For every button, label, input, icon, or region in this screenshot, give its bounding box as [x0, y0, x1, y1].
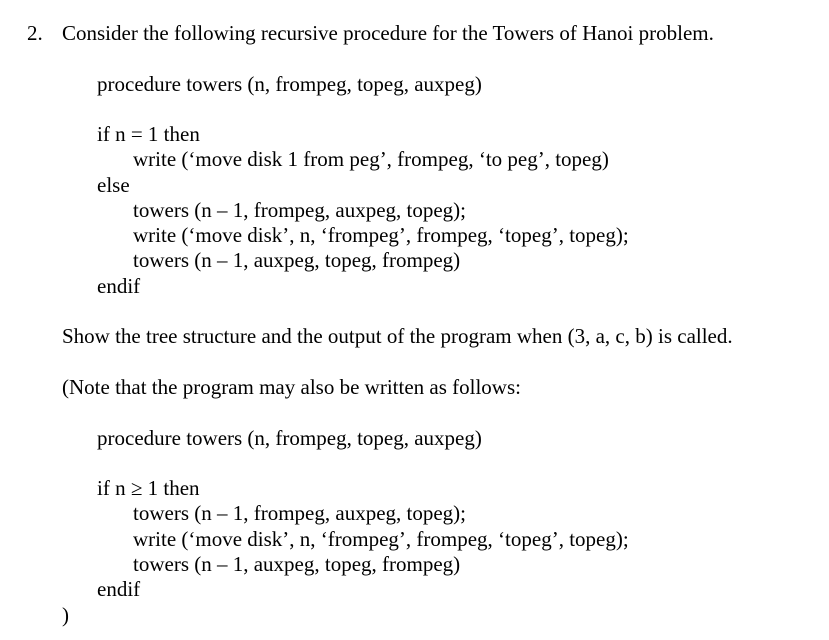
procedure1-endif: endif: [97, 274, 141, 298]
procedure1-write-single: write (‘move disk 1 from peg’, frompeg, ‘to peg’, topeg): [133, 147, 609, 171]
procedure1-call1: towers (n – 1, frompeg, auxpeg, topeg);: [133, 198, 466, 222]
question-prompt: Consider the following recursive procedure for the Towers of Hanoi problem.: [62, 21, 714, 45]
instruction-text: Show the tree structure and the output of the program when (3, a, c, b) is called.: [62, 324, 733, 348]
procedure2-write-multi: write (‘move disk’, n, ‘frompeg’, frompeg, ‘topeg’, topeg);: [133, 527, 629, 551]
procedure2-if-line: if n ≥ 1 then: [97, 476, 200, 500]
note-text: (Note that the program may also be written as follows:: [62, 375, 521, 399]
procedure2-header: procedure towers (n, frompeg, topeg, auxpeg): [97, 426, 482, 450]
procedure2-endif: endif: [97, 577, 141, 601]
closing-paren: ): [62, 603, 69, 627]
procedure1-header: procedure towers (n, frompeg, topeg, auxpeg): [97, 72, 482, 96]
procedure1-call2: towers (n – 1, auxpeg, topeg, frompeg): [133, 248, 461, 272]
procedure1-if-line: if n = 1 then: [97, 122, 200, 146]
procedure1-write-multi: write (‘move disk’, n, ‘frompeg’, frompeg, ‘topeg’, topeg);: [133, 223, 629, 247]
question-number: 2.: [27, 21, 43, 45]
procedure2-call1: towers (n – 1, frompeg, auxpeg, topeg);: [133, 501, 466, 525]
procedure2-call2: towers (n – 1, auxpeg, topeg, frompeg): [133, 552, 461, 576]
procedure1-else-line: else: [97, 173, 130, 197]
